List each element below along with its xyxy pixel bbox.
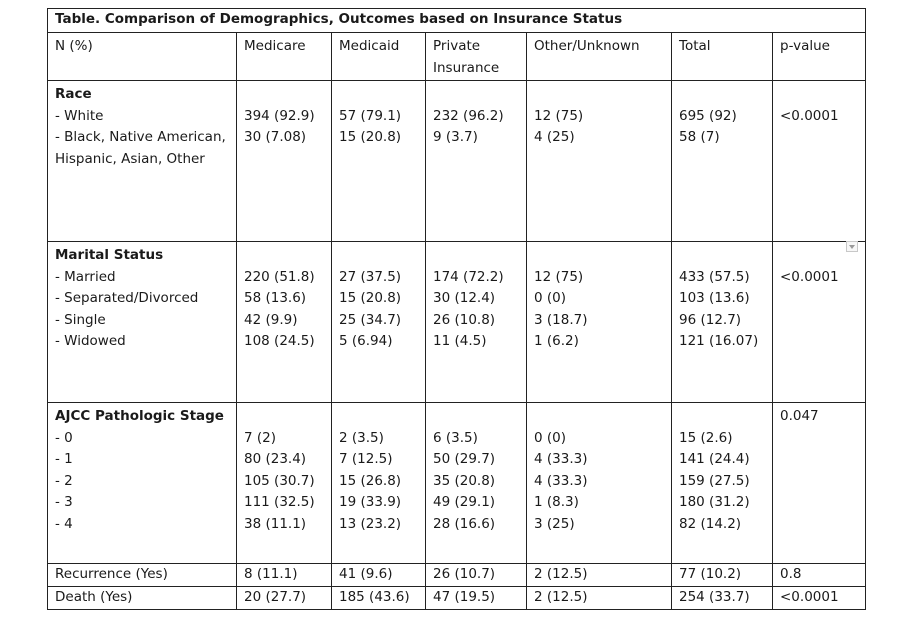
ajcc-medicare-3: 111 (32.5)	[244, 494, 315, 510]
marital-pvalue: <0.0001	[780, 268, 839, 285]
header-medicaid: Medicaid	[332, 33, 426, 81]
ajcc-label-3: - 3	[55, 494, 73, 510]
race-otherunk-white: 12 (75)	[534, 107, 584, 124]
ajcc-label-2: - 2	[55, 472, 73, 489]
header-row	[48, 33, 866, 81]
ajcc-total-0: 15 (2.6)	[679, 429, 733, 446]
marital-medicare-separated: 58 (13.6)	[244, 290, 307, 306]
header-private-insurance: Private Insurance	[426, 33, 527, 81]
marital-medicaid-married: 27 (37.5)	[339, 268, 402, 285]
marital-medicare-single: 42 (9.9)	[244, 311, 298, 328]
marital-total-widowed: 121 (16.07)	[679, 333, 759, 349]
race-section-title: Race	[55, 86, 92, 102]
recurrence-medicaid: 41 (9.6)	[332, 564, 426, 587]
ajcc-otherunk-1: 4 (33.3)	[534, 451, 588, 467]
ajcc-medicare-0: 7 (2)	[244, 429, 277, 446]
recurrence-total: 77 (10.2)	[672, 564, 773, 587]
race-medicare-cell	[237, 81, 332, 242]
race-medicare-white: 394 (92.9)	[244, 107, 315, 124]
marital-medicaid-single: 25 (34.7)	[339, 311, 402, 328]
marital-medicaid-cell	[332, 242, 426, 403]
marital-private-widowed: 11 (4.5)	[433, 333, 487, 349]
race-private-other: 9 (3.7)	[433, 129, 478, 145]
ajcc-medicare-cell	[237, 403, 332, 564]
ajcc-total-2: 159 (27.5)	[679, 472, 750, 489]
race-total-cell	[672, 81, 773, 242]
ajcc-otherunk-0: 0 (0)	[534, 429, 567, 446]
marital-total-cell	[672, 242, 773, 403]
ajcc-medicaid-0: 2 (3.5)	[339, 429, 384, 446]
header-medicare: Medicare	[237, 33, 332, 81]
ajcc-otherunk-4: 3 (25)	[534, 515, 575, 532]
ajcc-private-1: 50 (29.7)	[433, 451, 496, 467]
death-row	[48, 587, 866, 610]
marital-otherunk-widowed: 1 (6.2)	[534, 333, 579, 349]
race-otherunk-other: 4 (25)	[534, 129, 575, 145]
marital-private-married: 174 (72.2)	[433, 268, 504, 285]
marital-otherunk-single: 3 (18.7)	[534, 311, 588, 328]
marital-private-cell	[426, 242, 527, 403]
marital-pvalue-cell	[773, 242, 866, 403]
ajcc-medicare-4: 38 (11.1)	[244, 515, 307, 532]
marital-other-unknown-cell	[527, 242, 672, 403]
ajcc-private-2: 35 (20.8)	[433, 472, 496, 489]
recurrence-other-unknown: 2 (12.5)	[527, 564, 672, 587]
race-section-row	[48, 81, 866, 242]
race-private-white: 232 (96.2)	[433, 107, 504, 124]
race-pvalue-cell	[773, 81, 866, 242]
recurrence-pvalue: 0.8	[773, 564, 866, 587]
ajcc-medicaid-3: 19 (33.9)	[339, 494, 402, 510]
marital-otherunk-separated: 0 (0)	[534, 290, 567, 306]
death-medicaid: 185 (43.6)	[332, 587, 426, 610]
ajcc-otherunk-2: 4 (33.3)	[534, 472, 588, 489]
marital-total-married: 433 (57.5)	[679, 268, 750, 285]
death-other-unknown: 2 (12.5)	[527, 587, 672, 610]
recurrence-row	[48, 564, 866, 587]
marital-total-separated: 103 (13.6)	[679, 290, 750, 306]
marital-medicare-cell	[237, 242, 332, 403]
marital-private-single: 26 (10.8)	[433, 311, 496, 328]
ajcc-label-cell	[48, 403, 237, 564]
ajcc-private-3: 49 (29.1)	[433, 494, 496, 510]
table-title-row	[48, 9, 866, 33]
race-medicaid-other: 15 (20.8)	[339, 129, 402, 145]
recurrence-label: Recurrence (Yes)	[48, 564, 237, 587]
header-p-value: p-value	[773, 33, 866, 81]
death-label: Death (Yes)	[48, 587, 237, 610]
death-total: 254 (33.7)	[672, 587, 773, 610]
race-label-white: - White	[55, 107, 104, 124]
header-total: Total	[672, 33, 773, 81]
marital-label-widowed: - Widowed	[55, 333, 126, 349]
death-medicare: 20 (27.7)	[237, 587, 332, 610]
ajcc-medicaid-1: 7 (12.5)	[339, 451, 393, 467]
marital-medicaid-widowed: 5 (6.94)	[339, 333, 393, 349]
marital-otherunk-married: 12 (75)	[534, 268, 584, 285]
ajcc-private-0: 6 (3.5)	[433, 429, 478, 446]
marital-medicaid-separated: 15 (20.8)	[339, 290, 402, 306]
marital-label-single: - Single	[55, 311, 106, 328]
cell-dropdown-icon[interactable]	[846, 241, 858, 252]
recurrence-private: 26 (10.7)	[426, 564, 527, 587]
ajcc-total-3: 180 (31.2)	[679, 494, 750, 510]
marital-label-married: - Married	[55, 268, 116, 285]
ajcc-label-0: - 0	[55, 429, 73, 446]
ajcc-total-4: 82 (14.2)	[679, 515, 742, 532]
ajcc-medicare-1: 80 (23.4)	[244, 451, 307, 467]
marital-label-separated: - Separated/Divorced	[55, 290, 199, 306]
race-total-white: 695 (92)	[679, 107, 737, 124]
race-medicare-other: 30 (7.08)	[244, 129, 307, 145]
marital-private-separated: 30 (12.4)	[433, 290, 496, 306]
marital-label-cell	[48, 242, 237, 403]
ajcc-medicaid-cell	[332, 403, 426, 564]
ajcc-otherunk-3: 1 (8.3)	[534, 494, 579, 510]
race-other-unknown-cell	[527, 81, 672, 242]
race-label-other: - Black, Native American, Hispanic, Asian, Other	[55, 129, 226, 167]
demographics-table	[47, 8, 866, 610]
ajcc-section-title: AJCC Pathologic Stage	[55, 408, 224, 424]
ajcc-private-4: 28 (16.6)	[433, 515, 496, 532]
race-medicaid-white: 57 (79.1)	[339, 107, 402, 124]
ajcc-pvalue: 0.047	[780, 408, 819, 424]
race-total-other: 58 (7)	[679, 129, 720, 145]
ajcc-medicaid-4: 13 (23.2)	[339, 515, 402, 532]
race-medicaid-cell	[332, 81, 426, 242]
ajcc-section-row	[48, 403, 866, 564]
ajcc-label-1: - 1	[55, 451, 73, 467]
marital-total-single: 96 (12.7)	[679, 311, 742, 328]
ajcc-private-cell	[426, 403, 527, 564]
ajcc-medicaid-2: 15 (26.8)	[339, 472, 402, 489]
header-other-unknown: Other/Unknown	[527, 33, 672, 81]
ajcc-label-4: - 4	[55, 515, 73, 532]
table-title: Table. Comparison of Demographics, Outcomes based on Insurance Status	[48, 9, 866, 33]
marital-medicare-married: 220 (51.8)	[244, 268, 315, 285]
race-pvalue: <0.0001	[780, 107, 839, 124]
marital-medicare-widowed: 108 (24.5)	[244, 333, 315, 349]
ajcc-total-1: 141 (24.4)	[679, 451, 750, 467]
ajcc-other-unknown-cell	[527, 403, 672, 564]
death-private: 47 (19.5)	[426, 587, 527, 610]
race-private-cell	[426, 81, 527, 242]
header-n-percent: N (%)	[48, 33, 237, 81]
ajcc-pvalue-cell	[773, 403, 866, 564]
race-label-cell	[48, 81, 237, 242]
marital-section-title: Marital Status	[55, 247, 164, 263]
ajcc-total-cell	[672, 403, 773, 564]
death-pvalue: <0.0001	[773, 587, 866, 610]
recurrence-medicare: 8 (11.1)	[237, 564, 332, 587]
ajcc-medicare-2: 105 (30.7)	[244, 472, 315, 489]
marital-section-row	[48, 242, 866, 403]
